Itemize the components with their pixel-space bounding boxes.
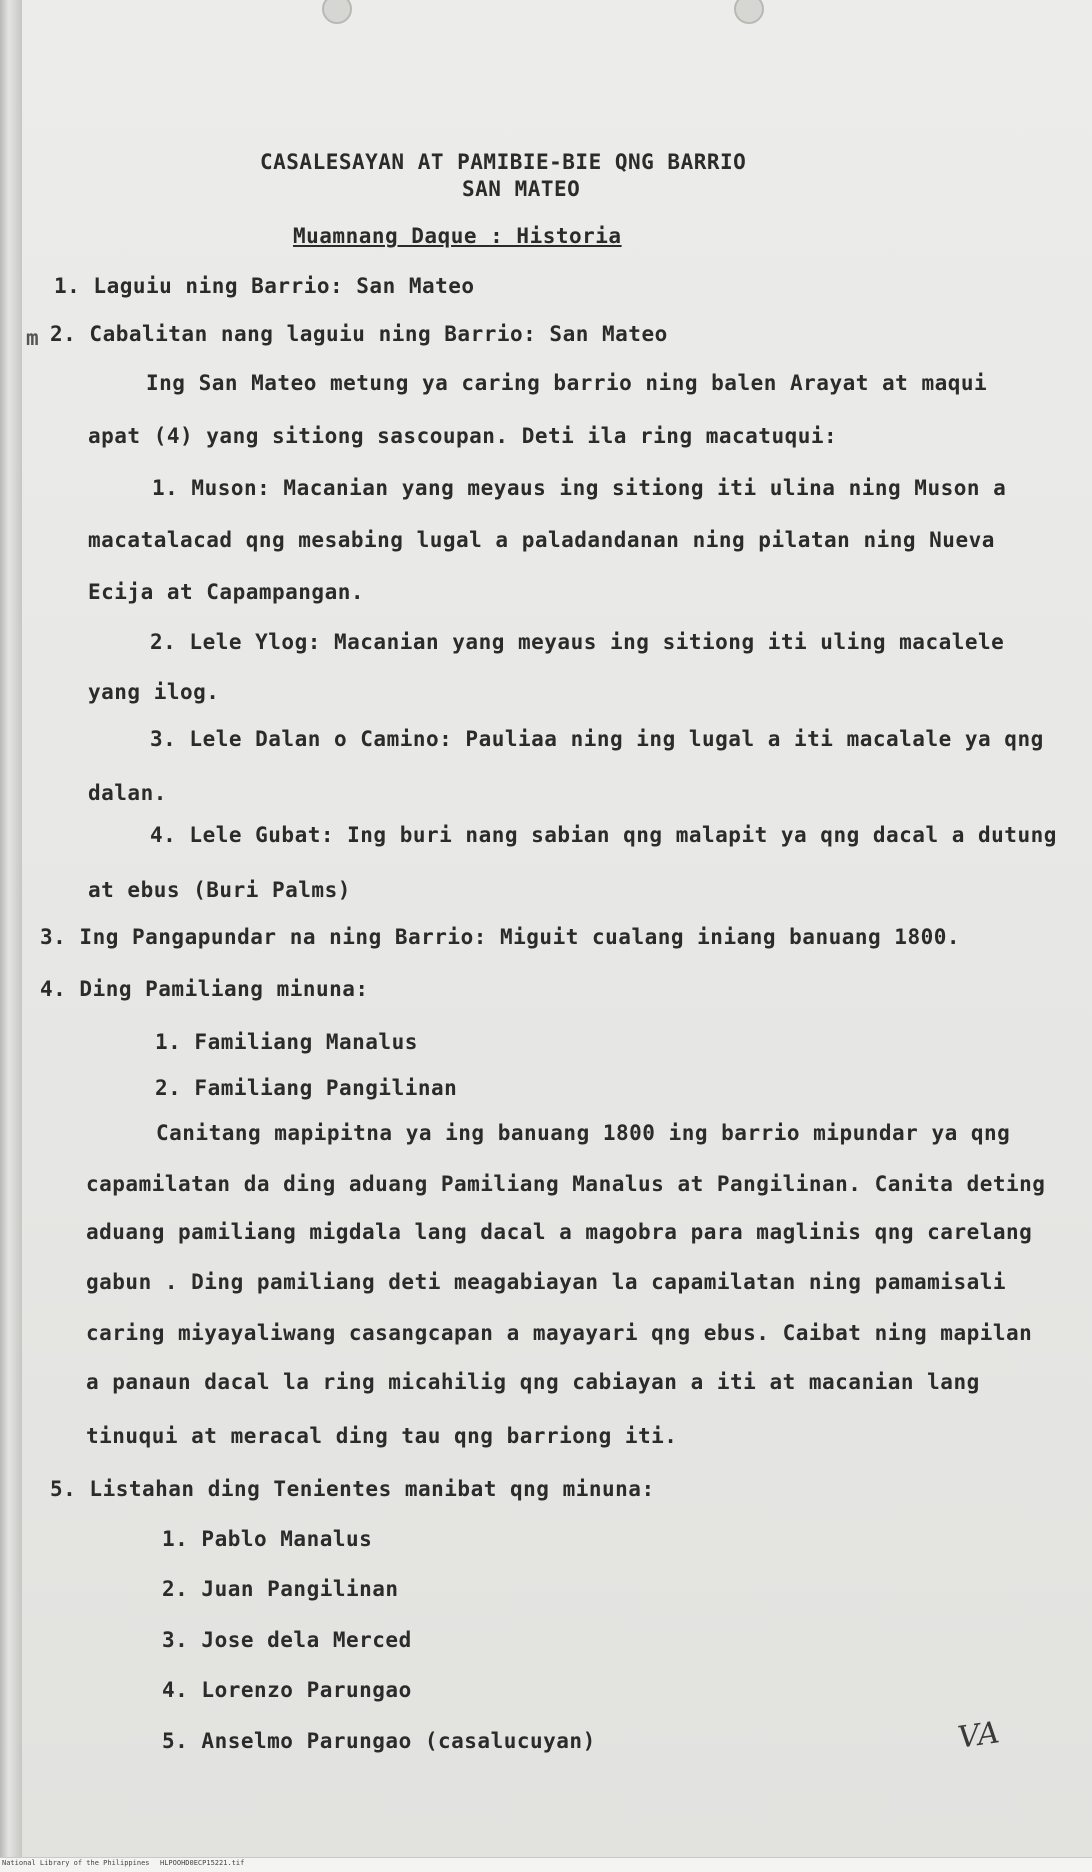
text-line: 3. Lele Dalan o Camino: Pauliaa ning ing lugal a iti macalale ya qng <box>150 727 1044 751</box>
text-line: 4. Ding Pamiliang minuna: <box>40 977 369 1001</box>
binding-edge <box>0 0 23 1860</box>
text-line: 5. Listahan ding Tenientes manibat qng minuna: <box>50 1477 655 1501</box>
text-line: macatalacad qng mesabing lugal a paladandanan ning pilatan ning Nueva <box>88 528 995 552</box>
text-line: 1. Familiang Manalus <box>155 1030 418 1054</box>
text-line: 4. Lorenzo Parungao <box>162 1678 412 1702</box>
text-line: 3. Jose dela Merced <box>162 1628 412 1652</box>
text-line: 2. Familiang Pangilinan <box>155 1076 458 1100</box>
text-line: gabun . Ding pamiliang deti meagabiayan la capamilatan ning pamamisali <box>86 1270 1007 1294</box>
text-line: 5. Anselmo Parungao (casalucuyan) <box>162 1729 596 1753</box>
text-line: 2. Juan Pangilinan <box>162 1577 399 1601</box>
document-title-sub: SAN MATEO <box>462 177 581 201</box>
text-line: Canitang mapipitna ya ing banuang 1800 ing barrio mipundar ya qng <box>156 1121 1011 1145</box>
text-line: capamilatan da ding aduang Pamiliang Manalus at Pangilinan. Canita deting <box>86 1172 1046 1196</box>
text-line: 1. Pablo Manalus <box>162 1527 373 1551</box>
text-line: 1. Muson: Macanian yang meyaus ing sitiong iti ulina ning Muson a <box>152 476 1007 500</box>
punch-hole <box>734 0 764 24</box>
text-line: yang ilog. <box>88 680 220 704</box>
text-line: 2. Lele Ylog: Macanian yang meyaus ing sitiong iti uling macalele <box>150 630 1005 654</box>
text-line: 3. Ing Pangapundar na ning Barrio: Miguit cualang iniang banuang 1800. <box>40 925 961 949</box>
text-line: tinuqui at meracal ding tau qng barriong iti. <box>86 1424 678 1448</box>
text-line: Ecija at Capampangan. <box>88 580 365 604</box>
text-line: at ebus (Buri Palms) <box>88 878 351 902</box>
text-line: 2. Cabalitan nang laguiu ning Barrio: San Mateo <box>50 322 668 346</box>
text-line: aduang pamiliang migdala lang dacal a magobra para maglinis qng carelang <box>86 1220 1033 1244</box>
document-title: CASALESAYAN AT PAMIBIE-BIE QNG BARRIO <box>260 150 747 174</box>
text-line: a panaun dacal la ring micahilig qng cabiayan a iti at macanian lang <box>86 1370 980 1394</box>
handwritten-initials: VA <box>955 1715 1002 1756</box>
punch-hole <box>322 0 352 24</box>
margin-mark: m <box>26 326 40 350</box>
section-heading: Muamnang Daque : Historia <box>293 224 622 248</box>
text-line: 1. Laguiu ning Barrio: San Mateo <box>54 274 475 298</box>
text-line: Ing San Mateo metung ya caring barrio ning balen Arayat at maqui <box>146 371 988 395</box>
text-line: apat (4) yang sitiong sascoupan. Deti ila ring macatuqui: <box>88 424 838 448</box>
text-line: caring miyayaliwang casangcapan a mayayari qng ebus. Caibat ning mapilan <box>86 1321 1033 1345</box>
footer-library: National Library of the Philippines <box>2 1859 150 1867</box>
footer-file-id: HLPOOHD0ECP15221.tif <box>160 1859 245 1867</box>
scan-footer <box>0 1857 1092 1872</box>
text-line: dalan. <box>88 781 167 805</box>
text-line: 4. Lele Gubat: Ing buri nang sabian qng malapit ya qng dacal a dutung <box>150 823 1057 847</box>
